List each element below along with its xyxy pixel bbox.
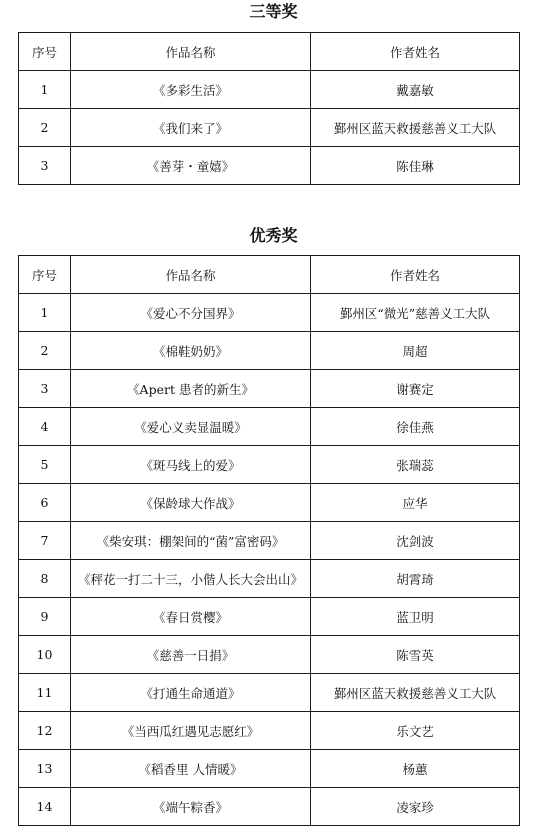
row-number: 1 — [19, 71, 71, 109]
author-name: 鄞州区“微光”慈善义工大队 — [311, 294, 520, 332]
work-title: 《端午粽香》 — [71, 788, 311, 826]
table-row — [19, 598, 520, 636]
author-name: 蓝卫明 — [311, 598, 520, 636]
author-name: 周超 — [311, 332, 520, 370]
work-title: 《保龄球大作战》 — [71, 484, 311, 522]
table-header-row — [19, 256, 520, 294]
row-number: 11 — [19, 674, 71, 712]
work-title: 《秤花一打二十三，小偕人长大会出山》 — [71, 560, 311, 598]
work-title: 《多彩生活》 — [71, 71, 311, 109]
row-number: 9 — [19, 598, 71, 636]
row-number: 14 — [19, 788, 71, 826]
row-number: 10 — [19, 636, 71, 674]
author-name: 应华 — [311, 484, 520, 522]
author-name: 徐佳燕 — [311, 408, 520, 446]
row-number: 3 — [19, 370, 71, 408]
column-header-author: 作者姓名 — [311, 33, 520, 71]
work-title: 《柴安琪：棚架间的“菌”富密码》 — [71, 522, 311, 560]
work-title: 《春日赏樱》 — [71, 598, 311, 636]
author-name: 乐文艺 — [311, 712, 520, 750]
excellence-award-table — [18, 255, 520, 826]
table-row — [19, 294, 520, 332]
work-title: 《打通生命通道》 — [71, 674, 311, 712]
author-name: 鄞州区蓝天救援慈善义工大队 — [311, 674, 520, 712]
row-number: 6 — [19, 484, 71, 522]
third-prize-table — [18, 32, 520, 185]
author-name: 陈佳琳 — [311, 147, 520, 185]
column-header-number: 序号 — [19, 256, 71, 294]
author-name: 陈雪英 — [311, 636, 520, 674]
author-name: 沈剑波 — [311, 522, 520, 560]
work-title: 《稻香里 人情暖》 — [71, 750, 311, 788]
row-number: 1 — [19, 294, 71, 332]
author-name: 戴嘉敏 — [311, 71, 520, 109]
table-row — [19, 750, 520, 788]
row-number: 5 — [19, 446, 71, 484]
row-number: 3 — [19, 147, 71, 185]
row-number: 7 — [19, 522, 71, 560]
work-title: 《爱心不分国界》 — [71, 294, 311, 332]
table-row — [19, 712, 520, 750]
table-row — [19, 370, 520, 408]
row-number: 12 — [19, 712, 71, 750]
column-header-author: 作者姓名 — [311, 256, 520, 294]
third-prize-title: 三等奖 — [249, 2, 298, 21]
table-row — [19, 636, 520, 674]
work-title: 《爱心义卖显温暖》 — [71, 408, 311, 446]
table-row — [19, 560, 520, 598]
table-row — [19, 522, 520, 560]
row-number: 8 — [19, 560, 71, 598]
work-title: 《善芽・童嬉》 — [71, 147, 311, 185]
author-name: 胡霄琦 — [311, 560, 520, 598]
work-title: 《当西瓜红遇见志愿红》 — [71, 712, 311, 750]
author-name: 杨蕙 — [311, 750, 520, 788]
work-title: 《棉鞋奶奶》 — [71, 332, 311, 370]
author-name: 谢赛定 — [311, 370, 520, 408]
row-number: 13 — [19, 750, 71, 788]
work-title: 《慈善一日捐》 — [71, 636, 311, 674]
author-name: 张瑞蕊 — [311, 446, 520, 484]
work-title: 《我们来了》 — [71, 109, 311, 147]
author-name: 鄞州区蓝天救援慈善义工大队 — [311, 109, 520, 147]
row-number: 2 — [19, 109, 71, 147]
row-number: 2 — [19, 332, 71, 370]
table-row — [19, 109, 520, 147]
column-header-work-title: 作品名称 — [71, 256, 311, 294]
table-row — [19, 674, 520, 712]
column-header-number: 序号 — [19, 33, 71, 71]
table-row — [19, 788, 520, 826]
table-row — [19, 408, 520, 446]
table-row — [19, 71, 520, 109]
column-header-work-title: 作品名称 — [71, 33, 311, 71]
table-header-row — [19, 33, 520, 71]
row-number: 4 — [19, 408, 71, 446]
work-title: 《斑马线上的爱》 — [71, 446, 311, 484]
author-name: 凌家珍 — [311, 788, 520, 826]
excellence-award-title: 优秀奖 — [249, 226, 298, 245]
table-row — [19, 332, 520, 370]
table-row — [19, 484, 520, 522]
table-row — [19, 446, 520, 484]
table-row — [19, 147, 520, 185]
work-title: 《Apert 患者的新生》 — [71, 370, 311, 408]
